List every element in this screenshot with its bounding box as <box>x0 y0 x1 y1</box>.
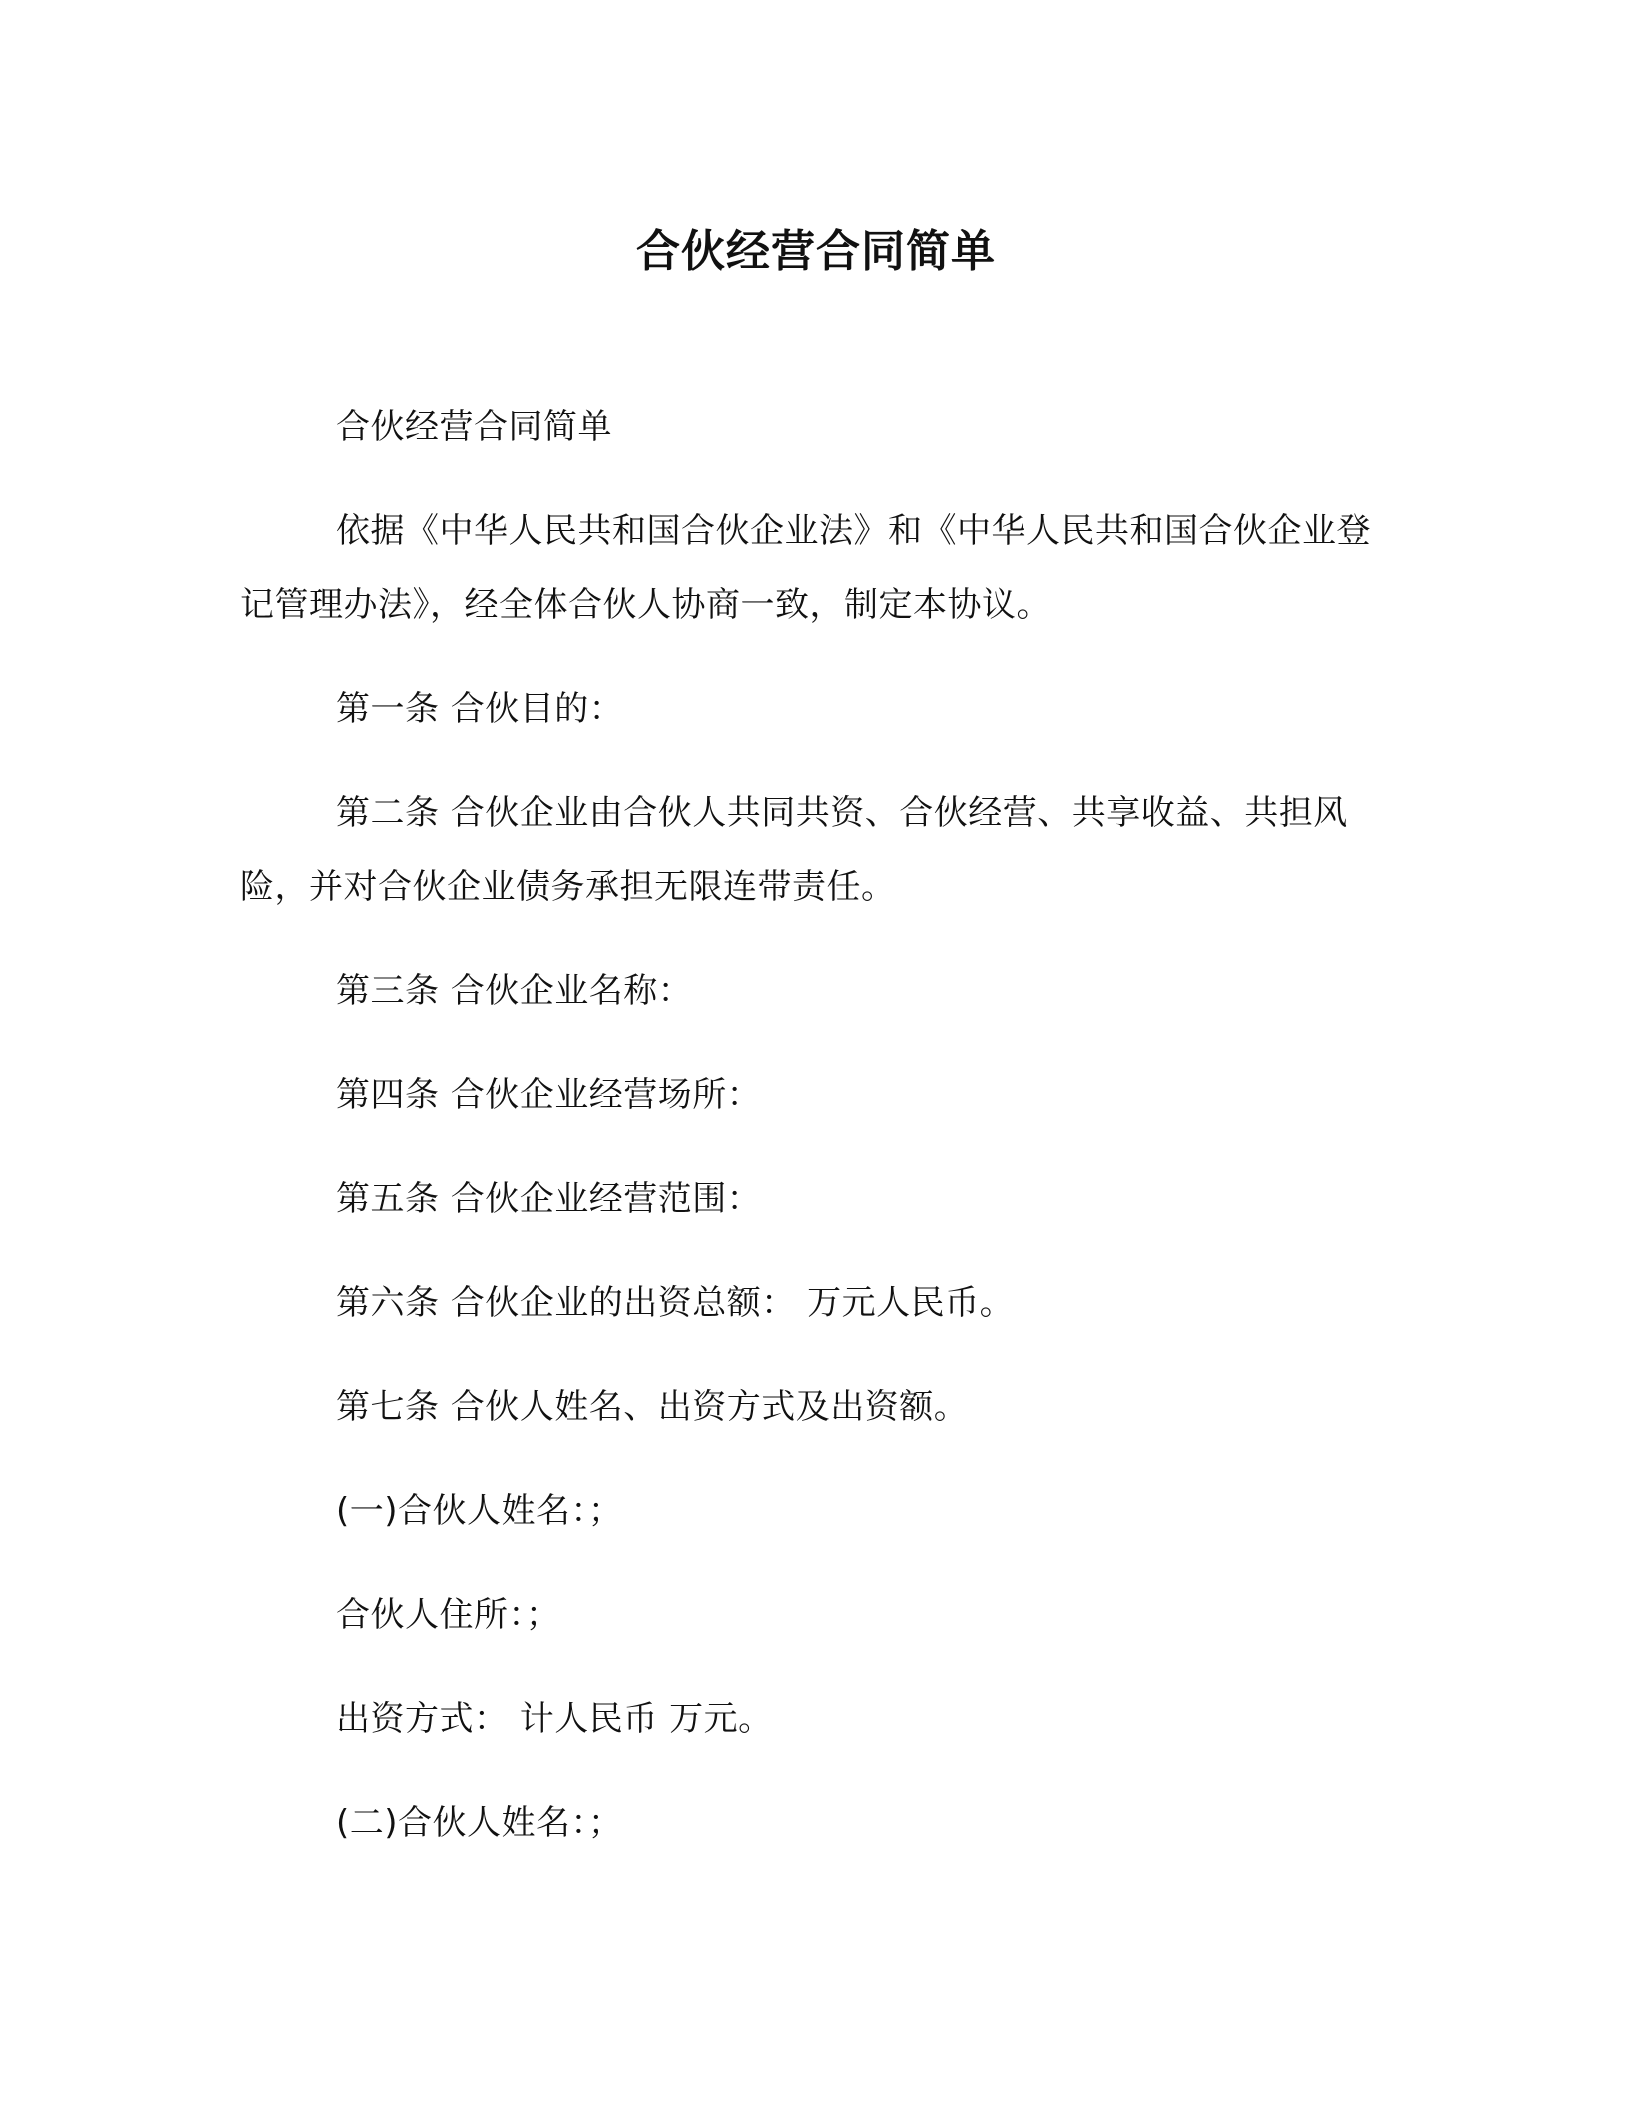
article-2: 第二条 合伙企业由合伙人共同共资、合伙经营、共享收益、共担风险，并对合伙企业债务承担无限连带责任。 <box>240 793 1348 907</box>
article-7: 第七条 合伙人姓名、出资方式及出资额。 <box>336 1387 969 1427</box>
paragraph-preamble: 依据《中华人民共和国合伙企业法》和《中华人民共和国合伙企业登记管理办法》，经全体合伙人协商一致，制定本协议。 <box>240 511 1371 625</box>
document-title: 合伙经营合同简单 <box>636 226 996 277</box>
partner-1-contribution: 出资方式： 计人民币 万元。 <box>336 1699 773 1739</box>
partner-2-name: (二)合伙人姓名：； <box>336 1803 623 1843</box>
partner-1-address: 合伙人住所：； <box>336 1595 561 1635</box>
document-body <box>240 390 1390 1890</box>
article-1: 第一条 合伙目的： <box>336 689 624 729</box>
paragraph-heading: 合伙经营合同简单 <box>336 407 612 447</box>
article-6: 第六条 合伙企业的出资总额： 万元人民币。 <box>336 1283 1015 1323</box>
article-4: 第四条 合伙企业经营场所： <box>336 1075 762 1115</box>
partner-1-name: (一)合伙人姓名：； <box>336 1491 623 1531</box>
article-3: 第三条 合伙企业名称： <box>336 971 693 1011</box>
article-5: 第五条 合伙企业经营范围： <box>336 1179 762 1219</box>
